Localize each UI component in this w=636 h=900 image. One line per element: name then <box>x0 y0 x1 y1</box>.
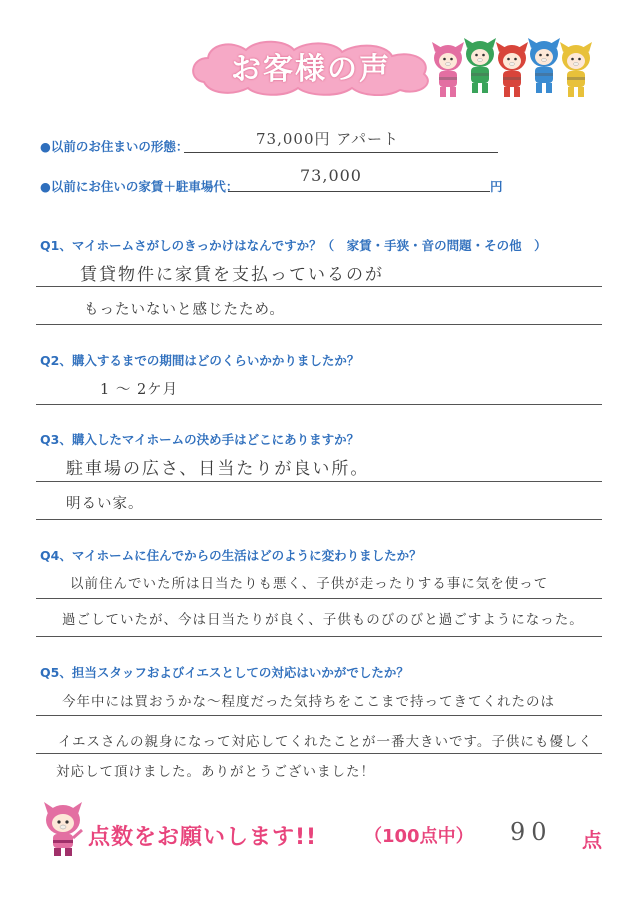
answer-rule <box>36 481 602 482</box>
previous-rent-value: 73,000 <box>300 166 362 185</box>
question-4-heading: Q4、マイホームに住んでからの生活はどのように変わりましたか？ <box>40 548 422 563</box>
score-value: 90 <box>510 818 553 846</box>
mascot-1 <box>432 42 464 97</box>
question-5-answer-line-2: イエスさんの親身になって対応してくれたことが一番大きいです。子供にも優しく <box>58 734 593 750</box>
page-title: お客様の声 <box>231 52 391 87</box>
mascot-5 <box>560 42 592 97</box>
mascot-3 <box>496 42 528 97</box>
previous-housing-value: 73,000円 アパート <box>256 130 400 148</box>
question-1-heading: Q1、マイホームさがしのきっかけはなんですか？（ 家賃・手狭・音の問題・その他 ） <box>40 238 547 253</box>
previous-rent-underline <box>228 191 490 192</box>
previous-housing-underline <box>184 152 498 153</box>
mascot-group-illustration <box>430 36 598 100</box>
question-3-answer-line-1: 駐車場の広さ、日当たりが良い所。 <box>66 459 370 479</box>
answer-rule <box>36 753 602 754</box>
yen-label: 円 <box>490 179 503 194</box>
question-3-answer-line-2: 明るい家。 <box>66 496 144 512</box>
question-2-answer-line-1: 1 ～ 2ケ月 <box>100 382 179 398</box>
answer-rule <box>36 404 602 405</box>
previous-rent-label: ●以前にお住いの家賃＋駐車場代： <box>40 179 239 194</box>
answer-rule <box>36 286 602 287</box>
question-3-heading: Q3、購入したマイホームの決め手はどこにありますか？ <box>40 432 360 447</box>
score-unit: 点 <box>582 828 602 852</box>
previous-housing-label: ●以前のお住まいの形態： <box>40 139 189 154</box>
question-1-answer-line-2: もったいないと感じたため。 <box>84 302 285 318</box>
answer-rule <box>36 715 602 716</box>
question-5-heading: Q5、担当スタッフおよびイエスとしての対応はいかがでしたか？ <box>40 665 409 680</box>
question-4-answer-line-1: 以前住んでいた所は日当たりも悪く、子供が走ったりする事に気を使って <box>70 576 549 592</box>
question-2-heading: Q2、購入するまでの期間はどのくらいかかりましたか？ <box>40 353 360 368</box>
answer-rule <box>36 324 602 325</box>
mascot-pink-illustration <box>42 800 84 858</box>
question-1-answer-line-1: 賃貸物件に家賃を支払っているのが <box>80 265 384 285</box>
mascot-4 <box>528 38 560 93</box>
question-5-answer-line-3: 対応して頂けました。ありがとうございました！ <box>56 764 375 780</box>
question-5-answer-line-1: 今年中には買おうかな～程度だった気持ちをここまで持ってきてくれたのは <box>62 694 555 710</box>
question-4-answer-line-2: 過ごしていたが、今は日当たりが良く、子供ものびのびと過ごすようになった。 <box>62 612 584 628</box>
answer-rule <box>36 519 602 520</box>
answer-rule <box>36 636 602 637</box>
score-prompt: 点数をお願いします!! <box>88 825 318 850</box>
score-out-of: （100点中） <box>364 826 474 847</box>
mascot-2 <box>464 38 496 93</box>
answer-rule <box>36 598 602 599</box>
